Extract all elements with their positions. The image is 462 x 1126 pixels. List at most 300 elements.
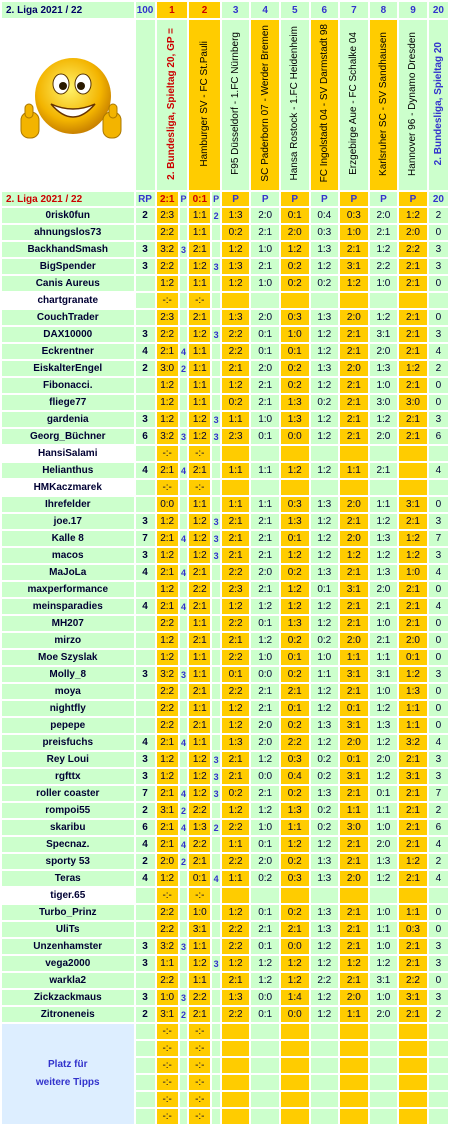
player-name: Ihrefelder	[2, 497, 134, 512]
tip-3: 2:1	[222, 548, 250, 563]
tip-8: 1:0	[370, 820, 398, 835]
round-points: 3	[136, 990, 155, 1005]
tip-2: 1:1	[189, 361, 210, 376]
tip-7	[340, 480, 368, 495]
tip-3: 2:2	[222, 344, 250, 359]
tip-8: 1:1	[370, 803, 398, 818]
result-1: 2:1	[157, 192, 178, 206]
points-1	[180, 684, 187, 699]
tip-7: 2:1	[340, 327, 368, 342]
tip-7: 2:0	[340, 497, 368, 512]
tip-1: 2:2	[157, 922, 178, 937]
tip-6: 1:2	[311, 531, 339, 546]
tip-7: 2:1	[340, 973, 368, 988]
table-row	[2, 582, 448, 597]
tip-3: 2:2	[222, 565, 250, 580]
free-slot-cell	[399, 1092, 427, 1107]
table-row	[2, 242, 448, 257]
result-5: P	[281, 192, 309, 206]
table-row	[2, 735, 448, 750]
points-2: 3	[212, 769, 219, 784]
tip-2: 2:2	[189, 837, 210, 852]
tip-8: 2:1	[370, 599, 398, 614]
tip-1: 3:2	[157, 242, 178, 257]
tip-6: 1:2	[311, 837, 339, 852]
tip-1: 1:2	[157, 769, 178, 784]
tip-7: 1:1	[340, 803, 368, 818]
tip-6: 1:0	[311, 650, 339, 665]
free-slot-cell	[429, 1092, 448, 1107]
tip-4: 2:0	[251, 854, 279, 869]
total-points: 4	[429, 735, 448, 750]
round-points: 4	[136, 871, 155, 886]
match-5: FC Ingolstadt 04 - SV Darmstadt 98	[311, 20, 339, 190]
tip-5: 0:3	[281, 871, 309, 886]
tip-8: 1:3	[370, 361, 398, 376]
tip-7: 2:1	[340, 837, 368, 852]
tip-2: 2:1	[189, 310, 210, 325]
tip-4	[251, 888, 279, 903]
tip-6: 0:2	[311, 276, 339, 291]
tip-1: 2:2	[157, 225, 178, 240]
tip-2: 1:2	[189, 548, 210, 563]
free-slot-cell	[429, 1024, 448, 1039]
tip-9: 2:1	[399, 327, 427, 342]
tip-2: 1:1	[189, 208, 210, 223]
tip-3	[222, 446, 250, 461]
tip-5: 1:3	[281, 412, 309, 427]
table-row	[2, 293, 448, 308]
points-1	[180, 225, 187, 240]
player-name: BigSpender	[2, 259, 134, 274]
tip-4: 0:1	[251, 939, 279, 954]
tip-5: 0:1	[281, 701, 309, 716]
page-title: 2. Liga 2021 / 22	[2, 2, 134, 18]
points-2	[212, 616, 219, 631]
tip-9: 3:2	[399, 735, 427, 750]
points-2: 3	[212, 259, 219, 274]
tip-7	[340, 293, 368, 308]
match-8-9: Hannover 96 - Dynamo Dresden	[399, 20, 427, 190]
tip-1: 1:2	[157, 378, 178, 393]
tip-6: 1:2	[311, 429, 339, 444]
tip-9: 2:1	[399, 752, 427, 767]
tip-9: 3:1	[399, 497, 427, 512]
tip-8: 1:2	[370, 871, 398, 886]
tip-1: 2:1	[157, 786, 178, 801]
free-slot-cell	[370, 1041, 398, 1056]
table-row	[2, 956, 448, 971]
points-2	[212, 1007, 219, 1022]
tip-5: 0:3	[281, 310, 309, 325]
tip-8: 2:0	[370, 208, 398, 223]
tip-3: 1:2	[222, 276, 250, 291]
tip-7: 2:1	[340, 684, 368, 699]
tip-6	[311, 293, 339, 308]
player-name: Specnaz.	[2, 837, 134, 852]
free-slot-cell	[429, 1041, 448, 1056]
table-row	[2, 514, 448, 529]
tip-8: 1:2	[370, 310, 398, 325]
total-points: 4	[429, 871, 448, 886]
points-2	[212, 837, 219, 852]
points-1: 3	[180, 429, 187, 444]
tip-3	[222, 888, 250, 903]
tip-7: 2:1	[340, 412, 368, 427]
points-2	[212, 361, 219, 376]
free-slot-cell	[180, 1024, 187, 1039]
free-slot-line1: Platz für	[48, 1059, 88, 1070]
header-match-row	[2, 20, 448, 190]
result-2: 0:1	[189, 192, 210, 206]
tip-3	[222, 293, 250, 308]
tip-9: 2:1	[399, 310, 427, 325]
tip-4: 2:0	[251, 310, 279, 325]
total-points: 7	[429, 531, 448, 546]
tip-6: 1:3	[311, 361, 339, 376]
tip-2: 1:2	[189, 531, 210, 546]
points-2	[212, 225, 219, 240]
tip-3: 0:2	[222, 786, 250, 801]
points-1	[180, 378, 187, 393]
tip-9: 2:1	[399, 599, 427, 614]
round-points	[136, 684, 155, 699]
tip-7: 3:1	[340, 667, 368, 682]
tip-2: 1:2	[189, 769, 210, 784]
total-points	[429, 293, 448, 308]
tip-9: 2:1	[399, 514, 427, 529]
points-header-2: P	[213, 194, 220, 204]
free-slot-cell: -:-	[189, 1075, 210, 1090]
tip-4: 1:0	[251, 650, 279, 665]
tip-1: 1:0	[157, 990, 178, 1005]
tip-3: 1:2	[222, 718, 250, 733]
tip-6: 1:3	[311, 242, 339, 257]
tip-2: 1:3	[189, 820, 210, 835]
tip-5: 2:2	[281, 735, 309, 750]
player-name: Kalle 8	[2, 531, 134, 546]
tip-8: 1:3	[370, 718, 398, 733]
result-9: P	[399, 192, 427, 206]
tip-8: 1:2	[370, 548, 398, 563]
tip-3: 1:1	[222, 837, 250, 852]
tip-6: 0:4	[311, 208, 339, 223]
table-row	[2, 276, 448, 291]
tip-2: -:-	[189, 446, 210, 461]
tip-8: 3:1	[370, 327, 398, 342]
tip-5: 0:1	[281, 344, 309, 359]
points-2	[212, 497, 219, 512]
tip-5: 1:4	[281, 990, 309, 1005]
free-slot-cell	[370, 1058, 398, 1073]
tip-8: 1:2	[370, 769, 398, 784]
tip-8: 1:0	[370, 276, 398, 291]
tip-6: 1:3	[311, 497, 339, 512]
table-row	[2, 225, 448, 240]
tip-7: 2:1	[340, 378, 368, 393]
table-row	[2, 922, 448, 937]
tip-7: 3:1	[340, 769, 368, 784]
tip-1: 3:2	[157, 667, 178, 682]
round-points: 7	[136, 786, 155, 801]
tip-8	[370, 480, 398, 495]
free-slot-cell	[180, 1041, 187, 1056]
total-points: 3	[429, 990, 448, 1005]
tip-4: 0:0	[251, 769, 279, 784]
match-7: Karlsruher SC - SV Sandhausen	[370, 20, 398, 190]
tip-2: 1:1	[189, 395, 210, 410]
tip-5: 0:4	[281, 769, 309, 784]
tip-7: 2:1	[340, 242, 368, 257]
points-2: 3	[212, 548, 219, 563]
tip-7: 2:1	[340, 854, 368, 869]
tip-7: 2:0	[340, 361, 368, 376]
tip-9: 1:0	[399, 565, 427, 580]
tip-4: 1:0	[251, 820, 279, 835]
round-points: 4	[136, 837, 155, 852]
tip-3: 0:1	[222, 667, 250, 682]
tip-5: 1:2	[281, 837, 309, 852]
tip-4: 2:1	[251, 225, 279, 240]
table-row	[2, 905, 448, 920]
total-points: 6	[429, 429, 448, 444]
tip-4: 1:1	[251, 497, 279, 512]
round-points	[136, 701, 155, 716]
total-points: 3	[429, 514, 448, 529]
tip-6: 0:2	[311, 769, 339, 784]
table-row	[2, 667, 448, 682]
tip-5: 1:2	[281, 582, 309, 597]
total-points: 2	[429, 854, 448, 869]
tip-6: 1:2	[311, 684, 339, 699]
points-1	[180, 752, 187, 767]
free-slot-cell	[212, 1109, 219, 1124]
total-points: 2	[429, 1007, 448, 1022]
points-1	[180, 446, 187, 461]
col-number-3: 3	[222, 2, 250, 18]
player-name: chartgranate	[2, 293, 134, 308]
player-name: DAX10000	[2, 327, 134, 342]
tip-3: 2:2	[222, 684, 250, 699]
tip-8	[370, 293, 398, 308]
free-slot-cell: -:-	[189, 1058, 210, 1073]
player-name: Georg_Büchner	[2, 429, 134, 444]
points-2	[212, 565, 219, 580]
tip-3: 2:2	[222, 854, 250, 869]
rp-header: RP	[136, 192, 155, 206]
tip-5: 1:3	[281, 514, 309, 529]
player-name: CouchTrader	[2, 310, 134, 325]
tip-1: 2:2	[157, 701, 178, 716]
total-points: 3	[429, 412, 448, 427]
points-1	[180, 956, 187, 971]
points-2	[212, 378, 219, 393]
tip-7: 2:0	[340, 990, 368, 1005]
tip-7: 0:1	[340, 752, 368, 767]
tip-9: 2:1	[399, 378, 427, 393]
player-name: BackhandSmash	[2, 242, 134, 257]
table-row	[2, 378, 448, 393]
tip-7: 2:0	[340, 871, 368, 886]
free-slot-cell	[311, 1075, 339, 1090]
tip-8: 1:2	[370, 412, 398, 427]
player-name: Turbo_Prinz	[2, 905, 134, 920]
tip-5	[281, 293, 309, 308]
tip-4: 2:0	[251, 718, 279, 733]
total-points: 3	[429, 259, 448, 274]
tip-3: 2:1	[222, 633, 250, 648]
tip-5: 0:2	[281, 361, 309, 376]
tip-5: 0:2	[281, 854, 309, 869]
points-2: 3	[212, 327, 219, 342]
table-row	[2, 990, 448, 1005]
tip-4: 0:1	[251, 429, 279, 444]
points-2	[212, 905, 219, 920]
tip-9	[399, 293, 427, 308]
tip-3: 1:3	[222, 990, 250, 1005]
total-points: 0	[429, 922, 448, 937]
round-points: 4	[136, 344, 155, 359]
tip-4: 2:1	[251, 531, 279, 546]
tip-7: 2:0	[340, 531, 368, 546]
tip-4: 2:1	[251, 922, 279, 937]
free-slot-cell	[180, 1109, 187, 1124]
points-2	[212, 599, 219, 614]
tip-2: 1:2	[189, 514, 210, 529]
table-row	[2, 429, 448, 444]
tip-1: 3:1	[157, 803, 178, 818]
total-points: 0	[429, 718, 448, 733]
tip-9: 2:1	[399, 956, 427, 971]
tip-9: 1:1	[399, 905, 427, 920]
free-slot-cell	[281, 1058, 309, 1073]
free-slot-cell	[251, 1075, 279, 1090]
round-points	[136, 905, 155, 920]
free-slot-cell	[222, 1075, 250, 1090]
player-name: joe.17	[2, 514, 134, 529]
tip-2: 0:1	[189, 871, 210, 886]
tip-1: 1:2	[157, 650, 178, 665]
tip-9: 2:1	[399, 259, 427, 274]
free-slot-cell	[180, 1092, 187, 1107]
round-points: 2	[136, 803, 155, 818]
round-points	[136, 650, 155, 665]
player-name: preisfuchs	[2, 735, 134, 750]
round-points	[136, 718, 155, 733]
round-points	[136, 395, 155, 410]
tip-2: 2:1	[189, 242, 210, 257]
table-row	[2, 531, 448, 546]
tip-3: 2:2	[222, 616, 250, 631]
tip-4: 2:1	[251, 395, 279, 410]
total-points: 0	[429, 378, 448, 393]
total-points: 3	[429, 956, 448, 971]
total-points: 3	[429, 667, 448, 682]
tip-7: 3:1	[340, 259, 368, 274]
tip-9: 3:1	[399, 769, 427, 784]
tip-6: 1:3	[311, 718, 339, 733]
tip-7: 2:1	[340, 786, 368, 801]
points-2	[212, 344, 219, 359]
tip-8: 1:2	[370, 514, 398, 529]
points-1: 3	[180, 990, 187, 1005]
tip-8: 2:0	[370, 752, 398, 767]
points-1: 4	[180, 344, 187, 359]
tip-5: 0:2	[281, 905, 309, 920]
tip-4: 1:2	[251, 973, 279, 988]
table-row	[2, 480, 448, 495]
header-number-row	[2, 2, 448, 18]
tip-3: 2:2	[222, 1007, 250, 1022]
points-1	[180, 616, 187, 631]
tip-3: 2:1	[222, 514, 250, 529]
tip-6: 0:2	[311, 633, 339, 648]
tip-3: 2:1	[222, 769, 250, 784]
tip-7: 1:1	[340, 1007, 368, 1022]
tip-5	[281, 888, 309, 903]
tip-8: 2:0	[370, 429, 398, 444]
col-number-2: 2	[189, 2, 220, 18]
tip-7: 2:1	[340, 922, 368, 937]
points-1	[180, 769, 187, 784]
tip-4	[251, 480, 279, 495]
tip-6: 1:2	[311, 939, 339, 954]
player-name: MaJoLa	[2, 565, 134, 580]
tip-8: 2:1	[370, 225, 398, 240]
total-points: 4	[429, 463, 448, 478]
tip-3: 1:2	[222, 378, 250, 393]
free-slot-cell	[399, 1041, 427, 1056]
tip-3: 1:3	[222, 208, 250, 223]
tip-2: 2:1	[189, 565, 210, 580]
tip-5: 0:3	[281, 752, 309, 767]
tip-4: 1:0	[251, 412, 279, 427]
tip-4: 2:1	[251, 259, 279, 274]
points-2	[212, 973, 219, 988]
tip-6: 1:3	[311, 786, 339, 801]
total-points: 4	[429, 344, 448, 359]
tip-9: 2:2	[399, 973, 427, 988]
tip-5: 0:1	[281, 208, 309, 223]
round-points: 3	[136, 752, 155, 767]
tip-8: 1:0	[370, 684, 398, 699]
tip-9: 2:2	[399, 242, 427, 257]
free-slot-cell	[180, 1075, 187, 1090]
table-row	[2, 837, 448, 852]
free-slot-cell	[251, 1041, 279, 1056]
round-points: 2	[136, 361, 155, 376]
tip-4: 2:1	[251, 378, 279, 393]
tip-4: 1:2	[251, 633, 279, 648]
tip-6: 1:2	[311, 327, 339, 342]
tip-3: 2:2	[222, 922, 250, 937]
table-row	[2, 633, 448, 648]
round-points	[136, 480, 155, 495]
tip-7: 1:2	[340, 956, 368, 971]
tip-6: 1:2	[311, 599, 339, 614]
round-points: 3	[136, 769, 155, 784]
tip-2: 1:1	[189, 378, 210, 393]
tip-4: 1:0	[251, 276, 279, 291]
tip-3: 2:2	[222, 939, 250, 954]
tip-1: 1:2	[157, 548, 178, 563]
total-header: 20	[429, 192, 448, 206]
tip-2: 2:1	[189, 599, 210, 614]
tip-2: 2:1	[189, 854, 210, 869]
table-row	[2, 769, 448, 784]
free-slot-cell	[136, 1109, 155, 1124]
tip-9: 1:2	[399, 548, 427, 563]
